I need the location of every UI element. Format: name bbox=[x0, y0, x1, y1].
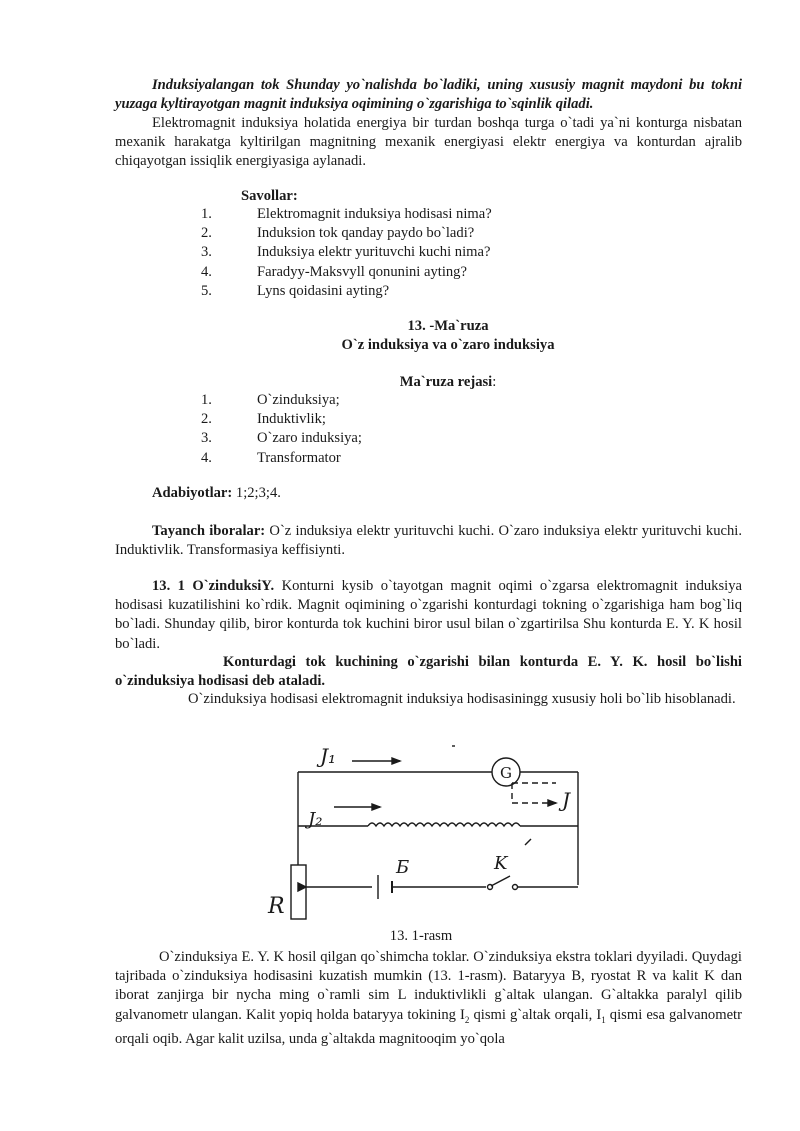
energy-paragraph: Elektromagnit induksiya holatida energiya bir turdan boshqa turga o`tadi ya`ni konturga nisbatan mexanik harakatga kyltirilgan magnitning mexanik energiyasi elektr energiya va konturdan ajralib chiqayotgan issiqlik energiyasiga aylanadi. bbox=[115, 115, 742, 170]
plan-number: 4. bbox=[201, 449, 212, 466]
rheostat-body bbox=[291, 865, 306, 919]
section-text-1: Konturni kysib o`tayotgan magnit oqimi o`zgarsa elektromagnit induksiya hodisasi kuzatilishini ko`rdik. Magnit oqimining o`zgarishi konturdagi tokning o`zgarishiga ham bog`liq bo`ladi. Shunday qilib, biror konturda tok kuchini biror usul bilan o`zgartirilsa Shu konturda E. Y. K hosil bo`ladi. bbox=[115, 578, 742, 652]
i1-arrow-head bbox=[392, 758, 400, 764]
plan-heading-colon: : bbox=[492, 374, 497, 390]
plan-number: 1. bbox=[201, 392, 212, 408]
question-text: Faradyy-Maksvyll qonunini ayting? bbox=[257, 263, 467, 280]
definition-text: Konturdagi tok kuchining o`zgarishi bilan konturda E. Y. K. hosil bo`lishi o`zinduksiya hodisasi deb ataladi. bbox=[115, 654, 742, 690]
question-item bbox=[0, 264, 800, 283]
section-heading: 13. 1 O`zinduksiY. bbox=[152, 578, 275, 594]
questions-heading: Savollar: bbox=[241, 188, 298, 204]
label-i2: J₂ bbox=[308, 809, 323, 830]
question-text: Elektromagnit induksiya hodisasi nima? bbox=[257, 206, 492, 222]
plan-text: Transformator bbox=[257, 449, 341, 466]
i2-arrow-head bbox=[372, 804, 380, 810]
question-number: 2. bbox=[201, 225, 212, 242]
plan-heading: Ma`ruza rejasi bbox=[399, 374, 493, 390]
literature-value: 1;2;3;4. bbox=[232, 485, 281, 501]
subscript-2: 2 bbox=[464, 1014, 470, 1025]
literature-label: Adabiyotlar: bbox=[152, 485, 233, 501]
plan-item bbox=[0, 411, 800, 430]
question-number: 5. bbox=[201, 282, 212, 299]
thesis-text: Induksiyalangan tok Shunday yo`nalishda bo`ladiki, uning xususiy magnit maydoni bu tokni yuzaga kyltirayotgan magnit induksiya oqimining o`zgarishiga to`sqinlik qiladi. bbox=[115, 77, 742, 113]
subscript-1: 1 bbox=[601, 1014, 606, 1025]
plan-number: 3. bbox=[201, 430, 212, 447]
question-number: 1. bbox=[201, 206, 212, 222]
question-text: Induksiya elektr yurituvchi kuchi nima? bbox=[257, 244, 491, 261]
section-paragraph-2: O`zinduksiya hodisasi elektromagnit induksiya hodisasiningg xususiy holi bo`lib hisoblanadi. bbox=[188, 691, 736, 707]
question-text: Lyns qoidasini ayting? bbox=[257, 282, 390, 299]
rheostat-slider bbox=[298, 883, 306, 891]
section-paragraph-1 bbox=[115, 577, 742, 654]
plan-item bbox=[0, 392, 800, 411]
keywords-label: Tayanch iboralar: bbox=[152, 523, 266, 539]
mark-tick bbox=[525, 839, 531, 845]
label-j: J bbox=[562, 788, 571, 812]
plan-heading-line bbox=[0, 374, 800, 391]
j-arrow-head bbox=[548, 800, 556, 806]
plan-text: O`zaro induksiya; bbox=[257, 430, 362, 447]
question-number: 4. bbox=[201, 263, 212, 280]
question-item bbox=[0, 244, 800, 263]
plan-item bbox=[0, 450, 800, 469]
label-battery: Б bbox=[396, 857, 410, 878]
label-i1: J₁ bbox=[320, 744, 337, 768]
label-galvanometer: G bbox=[500, 764, 512, 782]
label-key: K bbox=[494, 853, 508, 874]
question-text: Induksion tok qanday paydo bo`ladi? bbox=[257, 225, 475, 242]
literature-line bbox=[152, 485, 281, 502]
coil-inductor bbox=[368, 823, 520, 826]
label-rheostat: R bbox=[268, 894, 285, 919]
figure-caption: 13. 1-rasm bbox=[389, 928, 453, 944]
question-number: 3. bbox=[201, 244, 212, 261]
plan-text: O`zinduksiya; bbox=[257, 392, 340, 408]
question-item bbox=[0, 283, 800, 302]
plan-number: 2. bbox=[201, 411, 212, 428]
after-figure-text-end: qismi esa galvanometr orqali oqib. Agar kalit uzilsa, unda g`altakda magnitooqim yo`qola bbox=[115, 1006, 742, 1047]
key-lever bbox=[491, 876, 510, 886]
plan-text: Induktivlik; bbox=[257, 411, 326, 428]
after-figure-text-start: O`zinduksiya E. Y. K hosil qilgan qo`shimcha toklar. O`zinduksiya ekstra toklari dyyiladi. Quydagi tajribada o`zinduksiya hodisasini kuzatish mumkin (13. 1-rasm). Bataryya B, ryostat R va kalit K dan iborat zanjirga bir nycha ming o`ramli sim L induktivlikli g`altak ulangan. G`altakka paralyl qilib galvanometr ulangan. Kalit yopiq holda bataryya tokining I bbox=[115, 949, 742, 1023]
keywords-paragraph bbox=[115, 522, 742, 560]
key-contact-right bbox=[513, 885, 518, 890]
keywords-value: O`z induksiya elektr yurituvchi kuchi. O`zaro induksiya elektr yurituvchi kuchi. Induktivlik. Transformasiya keffisiynti. bbox=[115, 523, 742, 559]
after-figure-text-mid: qismi g`altak orqali, I bbox=[469, 1006, 602, 1023]
lecture-number: 13. -Ma`ruza bbox=[407, 318, 489, 334]
question-item bbox=[0, 206, 800, 225]
lecture-title: O`z induksiya va o`zaro induksiya bbox=[341, 337, 555, 353]
after-figure-paragraph bbox=[115, 948, 742, 1049]
question-item bbox=[0, 225, 800, 244]
plan-item bbox=[0, 430, 800, 449]
